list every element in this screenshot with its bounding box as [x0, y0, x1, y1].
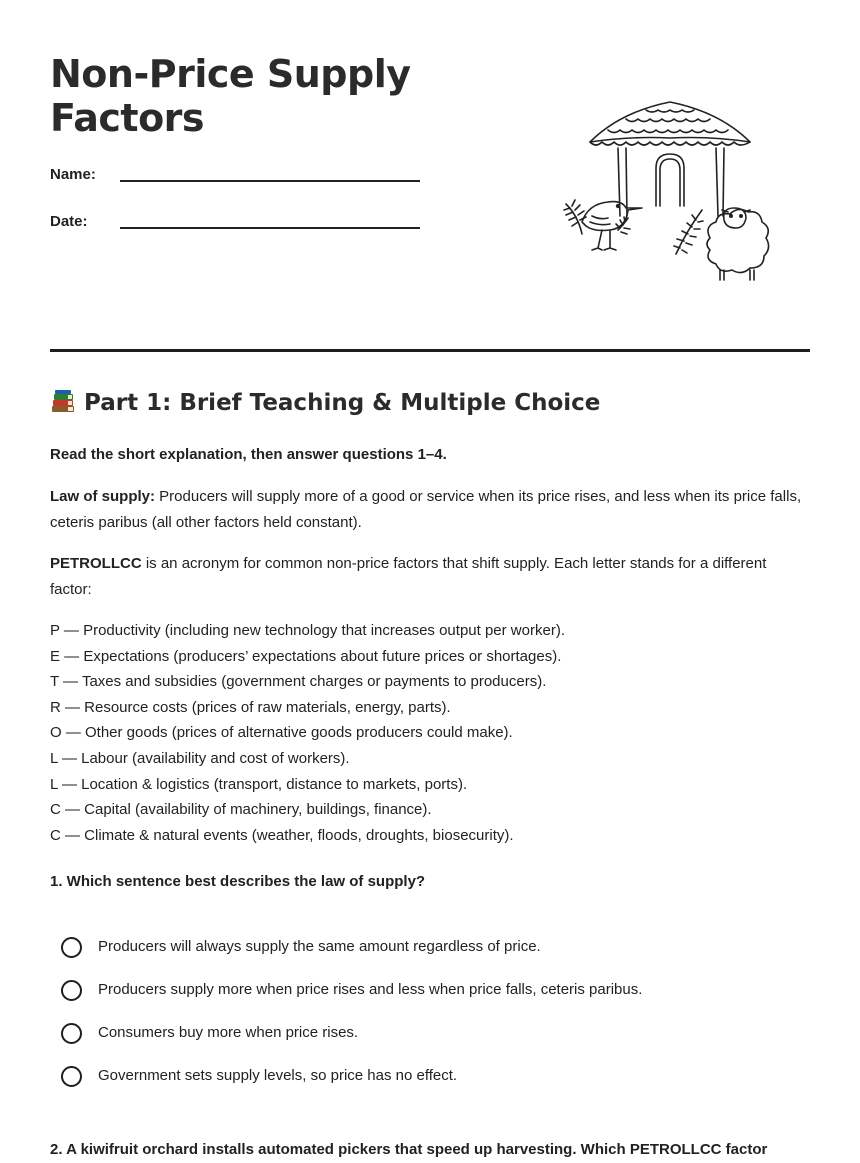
petrollcc-factor-list [50, 618, 810, 848]
radio-button[interactable] [61, 1066, 82, 1087]
worksheet-title: Non-Price Supply Factors [50, 52, 411, 140]
factor-item: O — Other goods (prices of alternative goods producers could make). [50, 724, 513, 742]
question-2: 2. A kiwifruit orchard installs automated pickers that speed up harvesting. Which PETROLLCC factor [50, 1141, 768, 1158]
law-of-supply-paragraph [50, 484, 810, 536]
option-label: Government sets supply levels, so price has no effect. [98, 1067, 458, 1084]
factor-item: R — Resource costs (prices of raw materials, energy, parts). [50, 698, 451, 716]
radio-button[interactable] [61, 980, 82, 1001]
factor-item: E — Expectations (producers’ expectations about future prices or shortages). [50, 647, 562, 665]
date-field[interactable] [50, 213, 430, 243]
question-1-options [58, 929, 798, 1101]
petrollcc-text: is an acronym for common non-price factors that shift supply. Each letter stands for a different factor: [50, 555, 767, 598]
factor-item: L — Labour (availability and cost of workers). [50, 749, 350, 767]
name-write-line[interactable] [120, 180, 420, 182]
date-label: Date: [50, 213, 88, 230]
factor-item: C — Capital (availability of machinery, buildings, finance). [50, 801, 432, 819]
question-1: 1. Which sentence best describes the law of supply? [50, 873, 426, 890]
factor-item: L — Location & logistics (transport, distance to markets, ports). [50, 775, 468, 793]
question-1-option-a[interactable] [58, 929, 798, 972]
law-of-supply-text: Producers will supply more of a good or service when its price rises, and less when its price falls, ceteris paribus (all other factors held constant). [50, 488, 802, 531]
question-1-option-c[interactable] [58, 1015, 798, 1058]
name-label: Name: [50, 166, 96, 183]
radio-button[interactable] [61, 937, 82, 958]
law-of-supply-term: Law of supply: [50, 488, 155, 505]
part1-heading [50, 388, 600, 416]
option-label: Producers supply more when price rises and less when price falls, ceteris paribus. [98, 981, 643, 998]
name-field[interactable] [50, 166, 430, 196]
header-divider [50, 349, 810, 352]
date-write-line[interactable] [120, 227, 420, 229]
hut-with-bird-and-sheep-illustration [560, 98, 780, 286]
petrollcc-term: PETROLLCC [50, 555, 142, 572]
factor-item: C — Climate & natural events (weather, floods, droughts, biosecurity). [50, 826, 514, 844]
factor-item: T — Taxes and subsidies (government charges or payments to producers). [50, 673, 547, 691]
radio-button[interactable] [61, 1023, 82, 1044]
part1-heading-text: Part 1: Brief Teaching & Multiple Choice [84, 390, 601, 416]
petrollcc-paragraph [50, 551, 810, 603]
factor-item: P — Productivity (including new technology that increases output per worker). [50, 622, 565, 639]
question-1-option-d[interactable] [58, 1058, 798, 1101]
option-label: Consumers buy more when price rises. [98, 1024, 359, 1041]
books-icon [50, 388, 76, 414]
part1-instruction: Read the short explanation, then answer questions 1–4. [50, 446, 447, 463]
question-1-option-b[interactable] [58, 972, 798, 1015]
option-label: Producers will always supply the same amount regardless of price. [98, 938, 541, 955]
